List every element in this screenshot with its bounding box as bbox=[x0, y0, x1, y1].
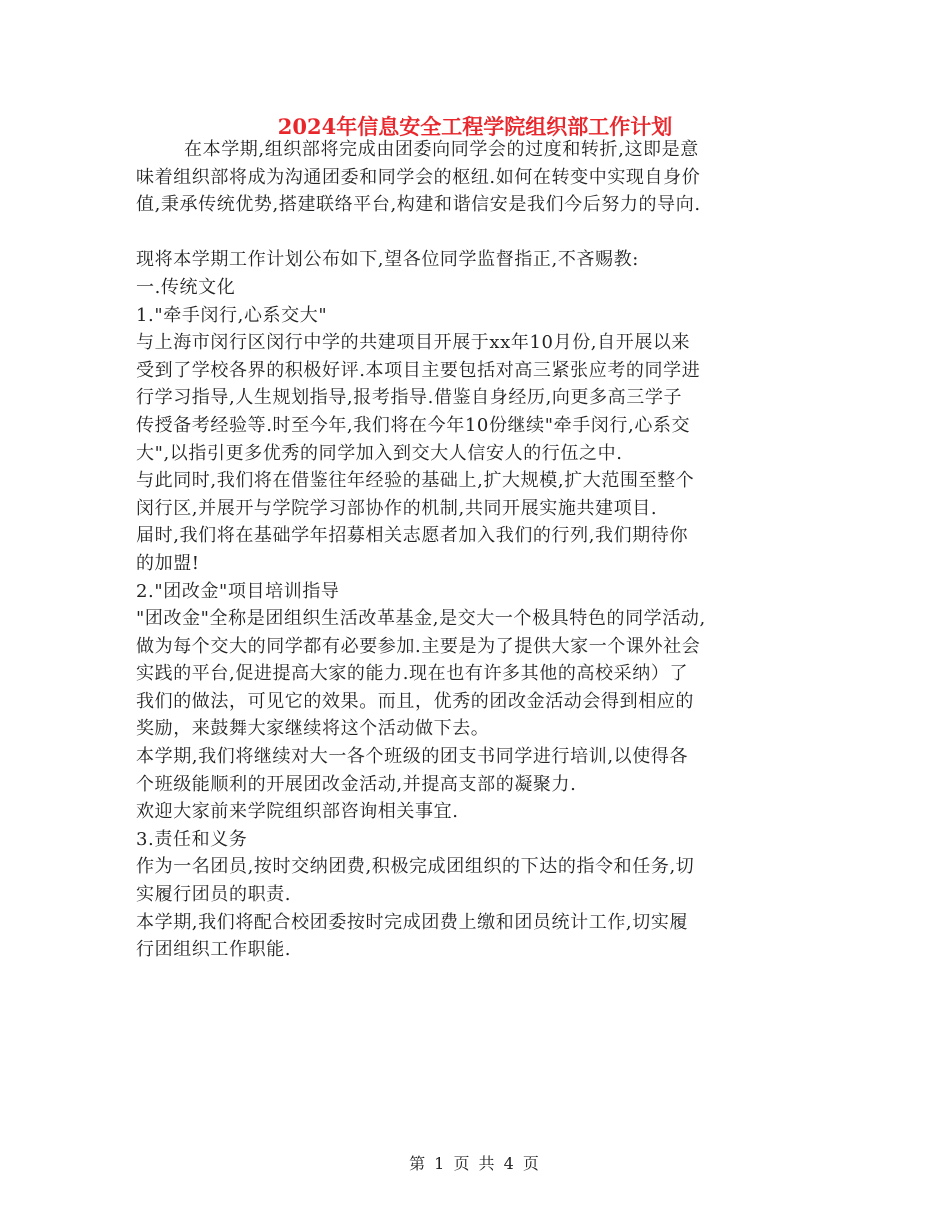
paragraph-line: 行团组织工作职能. bbox=[136, 939, 292, 961]
paragraph-line: 传授备考经验等.时至今年,我们将在今年10份继续"牵手闵行,心系交 bbox=[136, 414, 691, 436]
subsection-heading: 3.责任和义务 bbox=[136, 828, 248, 850]
paragraph-line: 闵行区,并展开与学院学习部协作的机制,共同开展实施共建项目. bbox=[136, 497, 658, 519]
paragraph-line: "团改金"全称是团组织生活改革基金,是交大一个极具特色的同学活动, bbox=[136, 608, 706, 630]
paragraph-line: 值,秉承传统优势,搭建联络平台,构建和谐信安是我们今后努力的导向. bbox=[136, 194, 701, 216]
subsection-heading: 1."牵手闵行,心系交大" bbox=[136, 304, 328, 326]
paragraph-line: 个班级能顺利的开展团改金活动,并提高支部的凝聚力. bbox=[136, 773, 577, 795]
section-heading: 一.传统文化 bbox=[136, 276, 236, 298]
paragraph-spacer bbox=[136, 219, 816, 247]
paragraph-line: 的加盟! bbox=[136, 552, 200, 574]
paragraph-line: 实践的平台,促进提高大家的能力.现在也有许多其他的高校采纳）了 bbox=[136, 663, 689, 685]
paragraph-line: 本学期,我们将继续对大一各个班级的团支书同学进行培训,以使得各 bbox=[136, 746, 689, 768]
paragraph-line: 与此同时,我们将在借鉴往年经验的基础上,扩大规模,扩大范围至整个 bbox=[136, 470, 695, 492]
paragraph-line: 本学期,我们将配合校团委按时完成团费上缴和团员统计工作,切实履 bbox=[136, 911, 689, 933]
paragraph-line: 受到了学校各界的积极好评.本项目主要包括对高三紧张应考的同学进 bbox=[136, 359, 701, 381]
paragraph-line: 行学习指导,人生规划指导,报考指导.借鉴自身经历,向更多高三学子 bbox=[136, 387, 683, 409]
document-title: 2024年信息安全工程学院组织部工作计划 bbox=[277, 114, 673, 139]
paragraph-line: 大",以指引更多优秀的同学加入到交大人信安人的行伍之中. bbox=[136, 442, 623, 464]
paragraph-line: 做为每个交大的同学都有必要参加.主要是为了提供大家一个课外社会 bbox=[136, 635, 701, 657]
paragraph-line: 与上海市闵行区闵行中学的共建项目开展于xx年10月份,自开展以来 bbox=[136, 332, 691, 354]
subsection-heading: 2."团改金"项目培训指导 bbox=[136, 580, 340, 602]
paragraph-line: 味着组织部将成为沟通团委和同学会的枢纽.如何在转变中实现自身价 bbox=[136, 166, 701, 188]
document-body bbox=[136, 136, 816, 964]
paragraph-line: 作为一名团员,按时交纳团费,积极完成团组织的下达的指令和任务,切 bbox=[136, 856, 695, 878]
paragraph-line: 在本学期,组织部将完成由团委向同学会的过度和转折,这即是意 bbox=[184, 139, 699, 160]
paragraph-line: 现将本学期工作计划公布如下,望各位同学监督指正,不吝赐教: bbox=[136, 249, 639, 271]
paragraph-line: 欢迎大家前来学院组织部咨询相关事宜. bbox=[136, 801, 459, 823]
paragraph-line: 奖励，来鼓舞大家继续将这个活动做下去。 bbox=[136, 718, 490, 740]
page-number-footer: 第 1 页 共 4 页 bbox=[409, 1154, 541, 1173]
paragraph-line: 实履行团员的职责. bbox=[136, 884, 292, 906]
paragraph-line: 届时,我们将在基础学年招募相关志愿者加入我们的行列,我们期待你 bbox=[136, 525, 689, 547]
paragraph-line: 我们的做法，可见它的效果。而且，优秀的团改金活动会得到相应的 bbox=[136, 690, 694, 712]
